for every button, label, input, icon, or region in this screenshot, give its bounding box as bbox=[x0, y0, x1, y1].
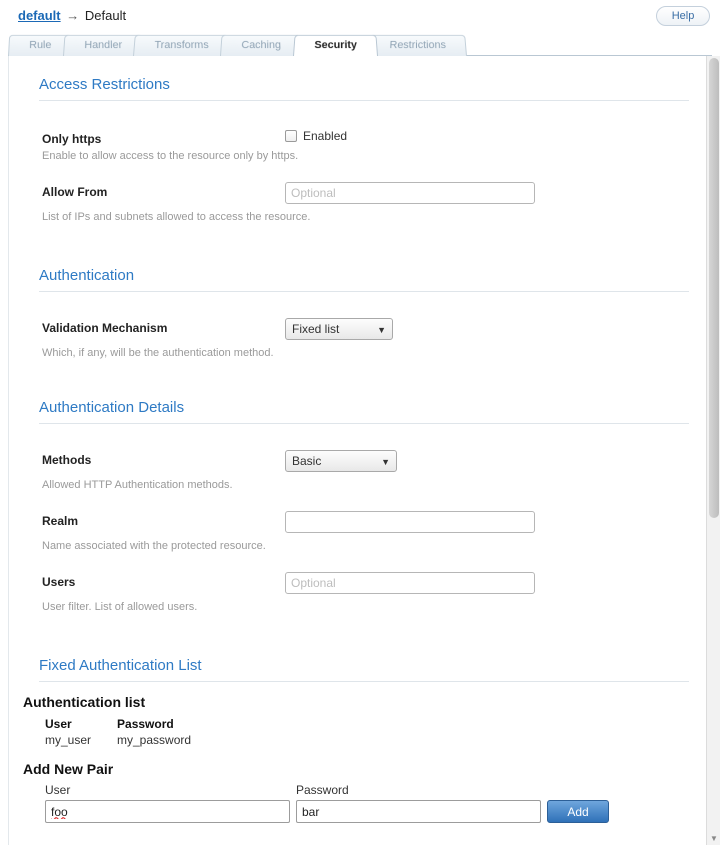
table-header-row bbox=[45, 717, 217, 733]
allow-from-input[interactable] bbox=[285, 182, 535, 204]
validation-mechanism-hint: Which, if any, will be the authentication method. bbox=[42, 347, 274, 359]
new-user-label: User bbox=[45, 783, 71, 797]
field-only-https bbox=[9, 129, 699, 162]
methods-hint: Allowed HTTP Authentication methods. bbox=[42, 479, 233, 491]
chevron-down-icon: ▼ bbox=[381, 457, 390, 467]
tab-rule[interactable]: Rule bbox=[8, 35, 73, 56]
scroll-down-arrow-icon[interactable]: ▼ bbox=[710, 834, 718, 843]
tab-restrictions[interactable]: Restrictions bbox=[368, 35, 467, 56]
new-password-label: Password bbox=[296, 783, 349, 797]
tab-caching[interactable]: Caching bbox=[220, 35, 302, 56]
validation-mechanism-label: Validation Mechanism bbox=[42, 321, 168, 335]
field-validation-mechanism bbox=[9, 318, 699, 359]
section-title-authentication-details: Authentication Details bbox=[39, 399, 689, 424]
allow-from-label: Allow From bbox=[42, 185, 108, 199]
users-label: Users bbox=[42, 575, 76, 589]
only-https-label: Only https bbox=[42, 132, 102, 146]
only-https-checkbox[interactable] bbox=[285, 130, 297, 142]
users-hint: User filter. List of allowed users. bbox=[42, 601, 198, 613]
tab-security[interactable]: Security bbox=[293, 35, 378, 56]
add-button[interactable]: Add bbox=[547, 800, 609, 823]
section-title-access-restrictions: Access Restrictions bbox=[39, 76, 689, 101]
content-panel bbox=[8, 56, 712, 845]
help-button[interactable]: Help bbox=[656, 6, 710, 26]
breadcrumb-separator: → bbox=[66, 8, 80, 23]
chevron-down-icon: ▼ bbox=[377, 325, 386, 335]
realm-label: Realm bbox=[42, 514, 79, 528]
field-realm bbox=[9, 511, 699, 552]
only-https-hint: Enable to allow access to the resource only by https. bbox=[42, 150, 299, 162]
cell-user: my_user bbox=[45, 733, 92, 747]
new-password-input[interactable] bbox=[296, 800, 541, 823]
tab-handler[interactable]: Handler bbox=[63, 35, 144, 56]
breadcrumb-root-link[interactable]: default bbox=[18, 8, 61, 23]
scrollbar-thumb[interactable] bbox=[709, 58, 719, 518]
field-methods bbox=[9, 450, 699, 491]
new-user-input[interactable] bbox=[45, 800, 290, 823]
breadcrumb-current: Default bbox=[84, 8, 127, 23]
tab-bar bbox=[8, 34, 712, 56]
cell-password: my_password bbox=[117, 733, 192, 747]
methods-label: Methods bbox=[42, 453, 92, 467]
section-title-authentication: Authentication bbox=[39, 267, 689, 292]
allow-from-hint: List of IPs and subnets allowed to access the resource. bbox=[42, 211, 311, 223]
column-header-password: Password bbox=[117, 717, 174, 731]
field-allow-from bbox=[9, 182, 699, 223]
breadcrumb bbox=[18, 8, 720, 23]
section-title-fixed-authentication-list: Fixed Authentication List bbox=[39, 657, 689, 682]
realm-input[interactable] bbox=[285, 511, 535, 533]
top-bar bbox=[0, 0, 720, 32]
authentication-list-table bbox=[45, 717, 699, 747]
field-users bbox=[9, 572, 699, 613]
tab-transforms[interactable]: Transforms bbox=[133, 35, 230, 56]
validation-mechanism-select[interactable] bbox=[285, 318, 393, 340]
add-new-pair-section bbox=[9, 761, 699, 823]
authentication-list-heading: Authentication list bbox=[23, 694, 146, 710]
table-row bbox=[45, 733, 217, 747]
vertical-scrollbar[interactable] bbox=[706, 56, 720, 845]
column-header-user: User bbox=[45, 717, 72, 731]
methods-select[interactable] bbox=[285, 450, 397, 472]
settings-form bbox=[9, 56, 699, 823]
realm-hint: Name associated with the protected resource. bbox=[42, 540, 266, 552]
add-new-pair-heading: Add New Pair bbox=[23, 761, 114, 777]
only-https-checkbox-label: Enabled bbox=[303, 129, 348, 143]
users-input[interactable] bbox=[285, 572, 535, 594]
